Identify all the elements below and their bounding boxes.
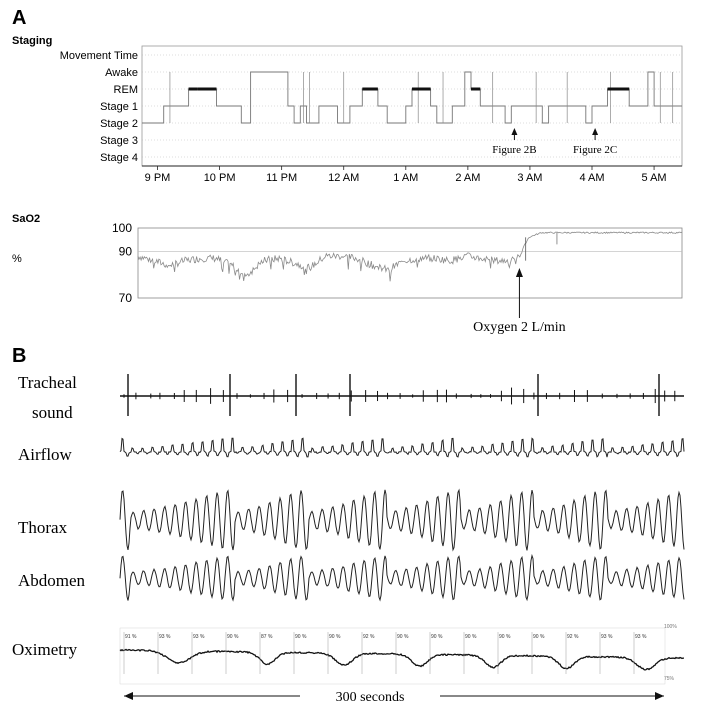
channel-label: Thorax [18, 518, 68, 537]
oximetry-segment-label: 93 % [635, 634, 647, 640]
x-tick-label: 2 AM [455, 172, 481, 184]
hypnogram-line [142, 72, 682, 123]
oxygen-annotation-label: Oxygen 2 L/min [473, 320, 566, 335]
oximetry-scale-top: 100% [664, 624, 677, 630]
oximetry-segment-label: 90 % [533, 634, 545, 640]
x-tick-label: 5 AM [641, 172, 667, 184]
sao2-unit: % [12, 253, 22, 265]
duration-label: 300 seconds [335, 690, 405, 705]
sao2-y-tick-label: 70 [118, 291, 132, 305]
x-tick-label: 4 AM [579, 172, 605, 184]
hypnogram-x-ticks [145, 166, 667, 184]
oximetry-segment-label: 90 % [465, 634, 477, 640]
stage-label: Stage 4 [100, 152, 138, 164]
oximetry-segment-label: 90 % [499, 634, 511, 640]
sao2-annotations [473, 268, 566, 335]
stage-label: Stage 1 [100, 101, 138, 113]
x-tick-label: 1 AM [393, 172, 419, 184]
channel-label: Abdomen [18, 571, 86, 590]
oximetry-scale-bottom: 75% [664, 676, 675, 682]
sao2-y-tick-label: 90 [118, 244, 132, 259]
panel-a-label: A [12, 7, 27, 29]
staging-title: Staging [12, 35, 53, 47]
x-tick-label: 9 PM [144, 172, 171, 184]
sao2-frame [138, 228, 682, 298]
panel-b-traces [120, 374, 684, 684]
oximetry-segment-label: 90 % [431, 634, 443, 640]
channel-label: Tracheal [18, 373, 77, 392]
oximetry-segment-label: 90 % [329, 634, 341, 640]
abdomen-trace [120, 556, 684, 601]
oximetry-segment-label: 90 % [227, 634, 239, 640]
oximetry-segment-label: 90 % [295, 634, 307, 640]
channel-labels [12, 373, 86, 659]
channel-label: Oximetry [12, 640, 78, 659]
hypnogram-annotations [492, 128, 617, 156]
annotation-arrowhead [592, 128, 598, 135]
oximetry-segment-label: 92 % [567, 634, 579, 640]
annotation-label: Figure 2C [572, 144, 618, 156]
hypnogram-chart [60, 46, 682, 184]
panel-b-label: B [12, 345, 27, 367]
oximetry-segment-label: 87 % [261, 634, 273, 640]
sao2-series [138, 232, 682, 281]
sao2-trace [138, 232, 682, 281]
duration-arrow [124, 690, 664, 705]
stage-label: Awake [105, 67, 138, 79]
stage-label: Stage 3 [100, 135, 138, 147]
hypnogram-stage-labels [60, 50, 138, 164]
sao2-chart [112, 221, 682, 335]
airflow-trace [120, 438, 684, 457]
sao2-y-tick-label: 100 [111, 221, 132, 235]
sao2-y-ticks [112, 221, 682, 305]
oximetry-segment-label: 93 % [159, 634, 171, 640]
channel-label: sound [32, 403, 73, 422]
oximetry-segment-label: 93 % [601, 634, 613, 640]
x-tick-label: 11 PM [266, 172, 298, 184]
stage-label: Stage 2 [100, 118, 138, 130]
x-tick-label: 3 AM [517, 172, 543, 184]
sao2-title: SaO2 [12, 213, 41, 225]
hypnogram-series [142, 72, 682, 123]
stage-label: REM [113, 84, 138, 96]
oximetry-trace [120, 649, 684, 670]
oxygen-arrowhead [516, 268, 523, 277]
oximetry-segment-label: 92 % [363, 634, 375, 640]
x-tick-label: 10 PM [203, 172, 236, 184]
channel-label: Airflow [18, 445, 72, 464]
oximetry-segment-label: 91 % [125, 634, 137, 640]
oximetry-segment-label: 90 % [397, 634, 409, 640]
thorax-trace [120, 490, 684, 551]
annotation-label: Figure 2B [492, 144, 537, 156]
stage-label: Movement Time [59, 50, 138, 62]
oximetry-segment-label: 93 % [193, 634, 205, 640]
x-tick-label: 12 AM [328, 172, 360, 184]
annotation-arrowhead [511, 128, 517, 135]
